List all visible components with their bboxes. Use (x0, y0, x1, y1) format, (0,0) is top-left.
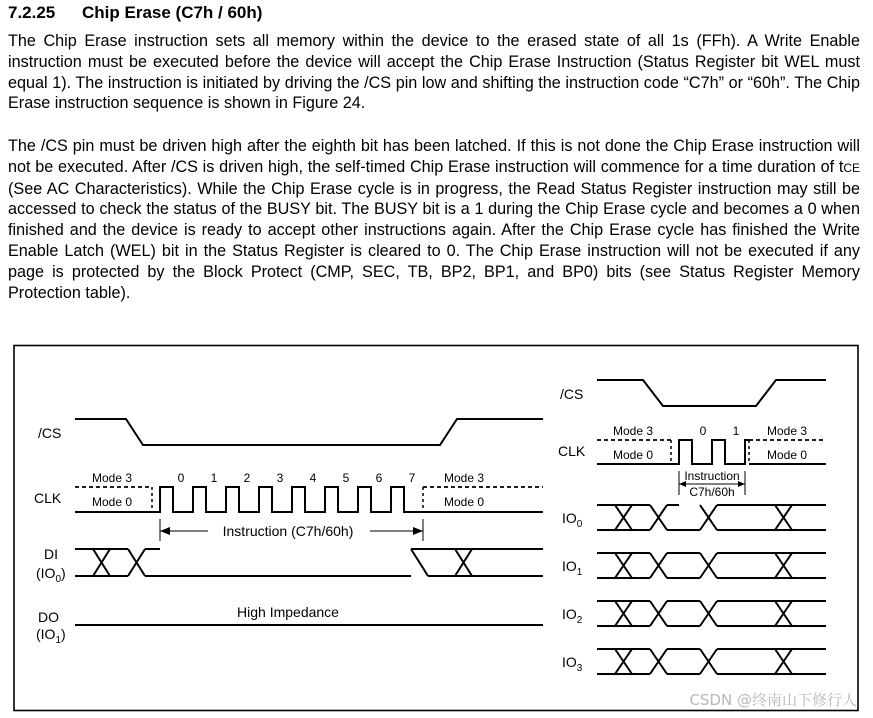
right-io1-label: $IO_1$ (562, 558, 583, 578)
left-bit-1: 1 (210, 471, 218, 485)
right-cs-waveform (597, 380, 826, 406)
figure-frame (14, 346, 858, 711)
left-mode0-label-right: Mode 0 (444, 495, 485, 509)
left-do-label: DO (38, 609, 59, 625)
left-mode3-label-right: Mode 3 (444, 471, 485, 485)
left-instruction-label: Instruction (C7h/60h) (222, 523, 354, 539)
left-bit-7: 7 (408, 471, 416, 485)
left-do-io-label: $(IO_1)$ (36, 626, 66, 646)
left-clk-label: CLK (34, 490, 62, 506)
left-bit-numbers (178, 471, 416, 485)
paragraph-intro: The Chip Erase instruction sets all memory within the device to the erased state of all 1s (FFh). A Write Enable instruction must be executed before the device will accept the Chip Erase Instruction (Status Register bit WEL must equal 1). The instruction is initiated by driving the /CS pin low and shifting the instruction code “C7h” or “60h”. The Chip Erase instruction sequence is shown in Figure 24. (8, 32, 860, 113)
left-di-label: DI (44, 546, 58, 562)
right-mode3-label-right: Mode 3 (767, 424, 808, 438)
right-instruction-label-line1: Instruction (684, 469, 740, 483)
left-bit-4: 4 (309, 471, 317, 485)
left-bit-2: 2 (243, 471, 251, 485)
left-mode3-label: Mode 3 (92, 471, 133, 485)
right-io3-waveform (597, 649, 826, 674)
left-bit-6: 6 (375, 471, 383, 485)
left-di-io-label: $(IO_0)$ (36, 565, 66, 585)
right-mode0-label: Mode 0 (613, 448, 654, 462)
left-bit-3: 3 (276, 471, 284, 485)
right-io3-label: $IO_3$ (562, 654, 583, 674)
left-di-waveform (75, 549, 543, 576)
right-bit-1: 1 (732, 424, 740, 438)
left-cs-waveform (75, 419, 543, 445)
right-io2-waveform (597, 601, 826, 626)
paragraph-details-part2: (See AC Characteristics). While the Chip Erase cycle is in progress, the Read Status Register instruction may still be accessed to check the status of the BUSY bit. The BUSY bit is a 1 during the Chip Erase cycle and becomes a 0 when finished and the device is ready to accept other instructions again. After the Chip Erase cycle has finished the Write Enable Latch (WEL) bit in the Status Register is cleared to 0. The Chip Erase instruction will not be executed if any page is protected by the Block Protect (CMP, SEC, TB, BP2, BP1, and BP0) bits (see Status Register Memory Protection table). (8, 179, 860, 302)
left-bit-0: 0 (177, 471, 185, 485)
left-mode0-label: Mode 0 (92, 495, 133, 509)
tce-subscript: CE (843, 160, 860, 175)
right-instruction-label-line2: C7h/60h (689, 485, 735, 499)
high-impedance-label: High Impedance (237, 604, 339, 620)
right-mode3-label: Mode 3 (613, 424, 654, 438)
section-number: 7.2.25 (8, 3, 56, 22)
right-io1-waveform (597, 553, 826, 578)
right-clk-label: CLK (558, 443, 586, 459)
right-io0-label: $IO_0$ (562, 510, 583, 530)
right-arrowhead-icon (413, 527, 423, 535)
left-timing-diagram (34, 419, 543, 646)
left-arrowhead-icon (160, 527, 170, 535)
right-bit-0: 0 (699, 424, 707, 438)
right-mode0-label-right: Mode 0 (767, 448, 808, 462)
section-title: Chip Erase (C7h / 60h) (82, 3, 263, 22)
left-cs-label: /CS (38, 425, 62, 441)
right-timing-diagram (558, 380, 826, 674)
right-io2-label: $IO_2$ (562, 606, 583, 626)
watermark: CSDN @终南山下修行人 (689, 691, 857, 709)
right-cs-label: /CS (560, 386, 584, 402)
left-bit-5: 5 (342, 471, 350, 485)
right-io0-waveform (597, 505, 826, 530)
paragraph-details-part1: The /CS pin must be driven high after the eighth bit has been latched. If this is not done the Chip Erase instruction will not be executed. After /CS is driven high, the self-timed Chip Erase instruction will commence for a time duration of t (8, 137, 860, 176)
